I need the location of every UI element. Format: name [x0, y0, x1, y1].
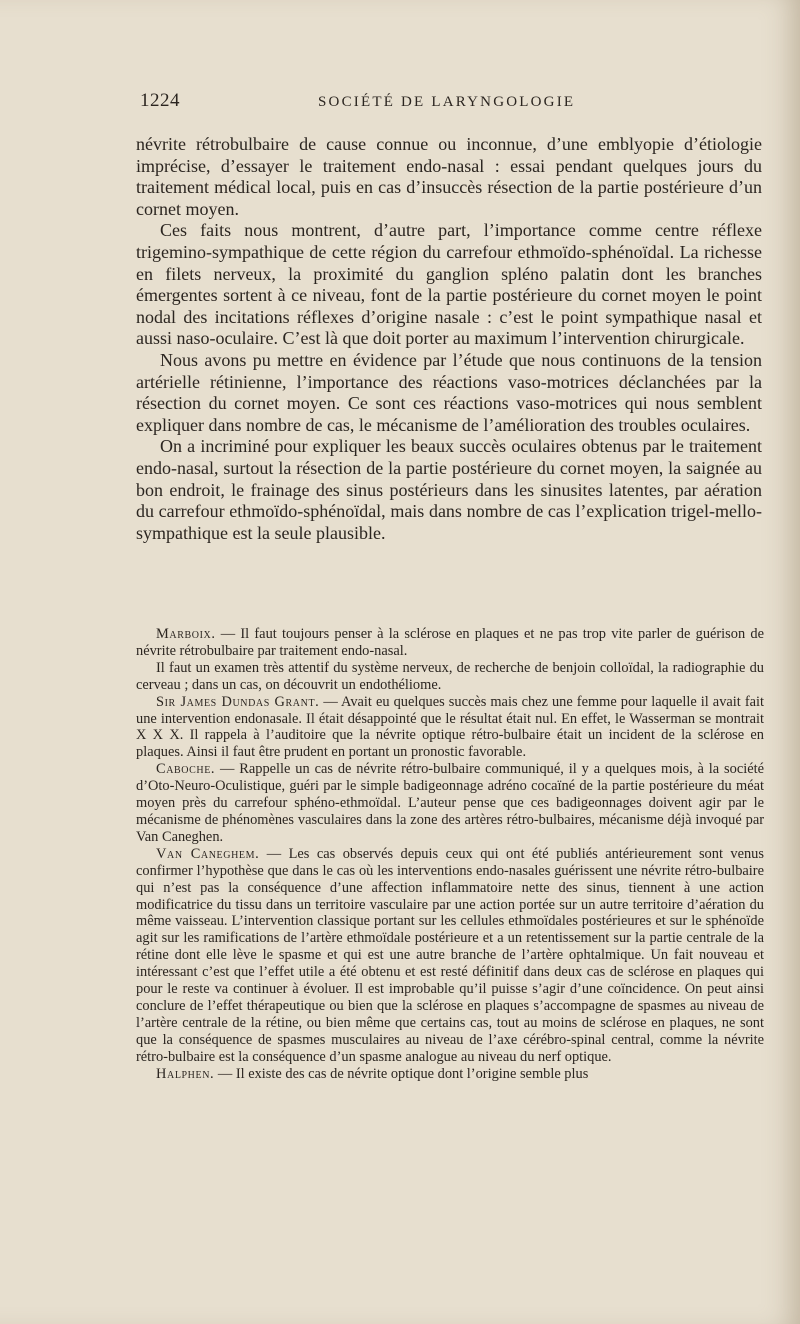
page-number: 1224	[140, 90, 180, 111]
page-header	[140, 90, 760, 112]
speaker-name: Halphen.	[156, 1065, 215, 1082]
discussion-paragraph	[136, 660, 764, 694]
body-paragraph: névrite rétrobulbaire de cause connue ou inconnue, d’une emblyopie d’étiologie imprécise, d’essayer le traitement endo-nasal : essai pendant quelques jours du traitement médical local, puis en cas d’insuccès résection de la partie postérieure d’un cornet moyen.	[136, 134, 762, 219]
body-text	[136, 134, 762, 544]
speaker-name: Sir James Dundas Grant.	[156, 693, 320, 710]
discussion-text: — Il existe des cas de névrite optique dont l’origine semble plus	[214, 1065, 589, 1082]
discussion-paragraph	[136, 846, 764, 1066]
discussion-paragraph	[136, 761, 764, 846]
speaker-name: Caboche.	[156, 761, 216, 778]
body-paragraph: Ces faits nous montrent, d’autre part, l’importance comme centre réflexe trigemino-sympathique de cette région du carrefour ethmoïdo-sphénoïdal. La richesse en filets nerveux, la proximité du ganglion spléno palatin dont les branches émergentes sortent à ce niveau, font de la partie postérieure du cornet moyen le point nodal des incitations réflexes d’origine nasale : c’est le point sympathique nasal et aussi naso-oculaire. C’est là que doit porter au maximum l’intervention chirurgicale.	[136, 220, 762, 349]
body-paragraph: On a incriminé pour expliquer les beaux succès oculaires obtenus par le traitement endo-nasal, surtout la résection de la partie postérieure du cornet moyen, la saignée au bon endroit, le frainage des sinus postérieurs dans les sinusites latentes, par aération du carrefour ethmoïdo-sphénoïdal, mais dans nombre de cas l’explication trigel-mello-sympathique est la seule plausible.	[136, 436, 762, 543]
discussion-text: — Rappelle un cas de névrite rétro-bulbaire communiqué, il y a quelques mois, à la société d’Oto-Neuro-Oculistique, guéri par le simple badigeonnage adréno cocaïné de la partie postérieure du méat moyen près du carrefour sphéno-ethmoïdal. L’auteur pense que ces badigeonnages doivent agir par le mécanisme de phénomènes vasculaires dans la zone des artères rétro-bulbaires, mécanisme déjà invoqué par Van Caneghen.	[136, 761, 764, 845]
discussion-paragraph	[136, 1066, 764, 1083]
speaker-name: Van Caneghem.	[156, 845, 260, 862]
speaker-name: Marboix.	[156, 626, 216, 642]
discussion-text: — Il faut toujours penser à la sclérose en plaques et ne pas trop vite parler de guérison de névrite rétrobulbaire par traitement endo-nasal.	[136, 626, 764, 659]
discussion-text: — Les cas observés depuis ceux qui ont été publiés antérieurement sont venus confirmer l’hypothèse que dans le cas où les interventions endo-nasales guérissent une névrite rétro-bulbaire qui n’est pas la conséquence d’une affection inflammatoire nette des sinus, tiennent à une action modificatrice du tissu dans un territoire vasculaire par une action portée sur un autre territoire d’aération du même vaisseau. L’intervention classique portant sur les cellules ethmoïdales postérieures et sur le sphénoïde agit sur les ramifications de l’artère ethmoïdale postérieure et a un retentissement sur la partie centrale de la rétine dont elle lève le spasme et qui est une autre branche de l’artère ophtalmique. Un fait nouveau et intéressant c’est que l’effet utile a été obtenu et est resté définitif dans deux cas de sclérose en plaques qui pour le reste va continuer à évoluer. Il est improbable qu’il puisse s’agir d’une coïncidence. On peut ainsi conclure de l’effet thérapeutique ou bien que la sclérose en plaques s’accompagne de spasmes au niveau de l’artère centrale de la rétine, ou bien même que certains cas, tout au moins de sclérose en plaques, ne sont que la conséquence de spasmes musculaires au niveau de l’axe cérébro-spinal central, comme la névrite rétro-bulbaire est la conséquence d’un spasme analogue au niveau du nerf optique.	[136, 845, 764, 1065]
running-head: SOCIÉTÉ DE LARYNGOLOGIE	[318, 94, 576, 110]
discussion-paragraph	[136, 626, 764, 660]
discussion-text: Il faut un examen très attentif du système nerveux, de recherche de benjoin colloïdal, la radiographie du cerveau ; dans un cas, on découvrit un endothéliome.	[136, 659, 764, 693]
body-paragraph: Nous avons pu mettre en évidence par l’étude que nous continuons de la tension artérielle rétinienne, l’importance des réactions vaso-motrices déclanchées par la résection du cornet moyen. Ce sont ces réactions vaso-motrices qui nous semblent expliquer dans nombre de cas, le mécanisme de l’amélioration des troubles oculaires.	[136, 349, 762, 435]
discussion-text: — Avait eu quelques succès mais chez une femme pour laquelle il avait fait une intervention endonasale. Il était désappointé que le résultat était nul. En effet, le Wasserman se montrait X X X. Il rappela à l’auditoire que la névrite optique rétro-bulbaire était un incident de la sclérose en plaques. Ainsi il faut être prudent en portant un pronostic favorable.	[136, 693, 764, 761]
discussion-section	[136, 626, 764, 1082]
discussion-paragraph	[136, 694, 764, 762]
